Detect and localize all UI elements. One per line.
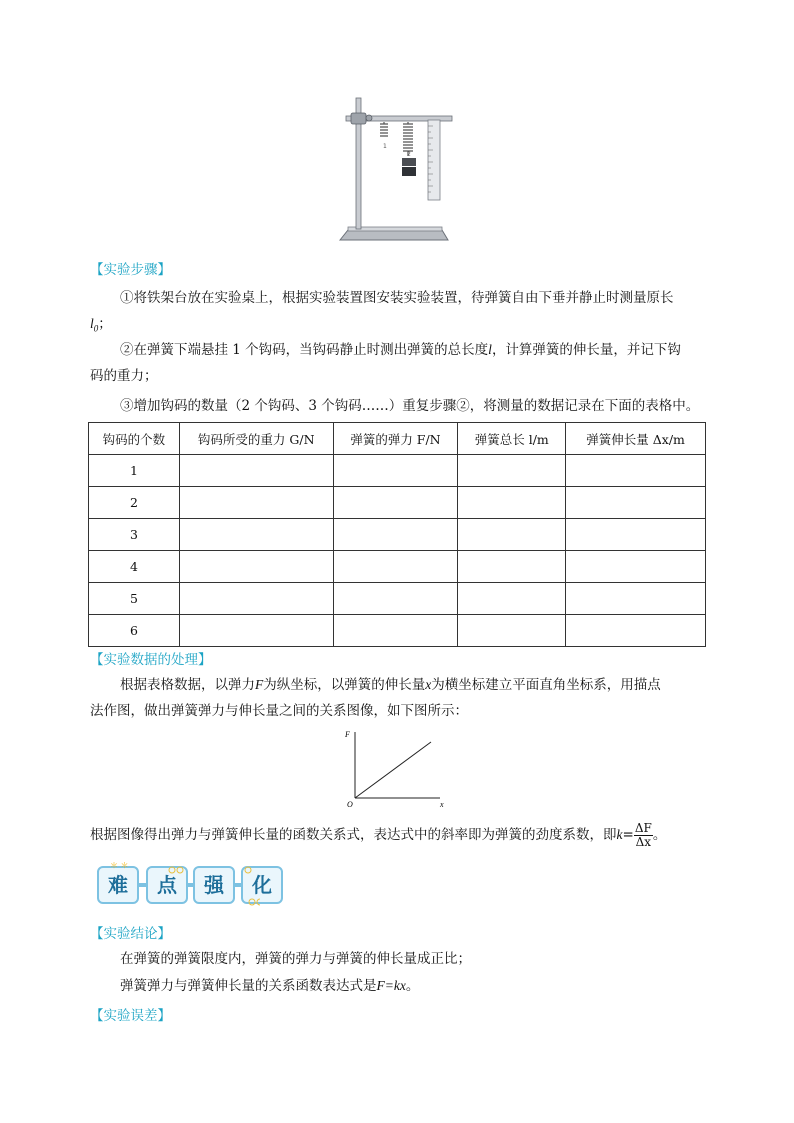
- table-row: [89, 583, 706, 615]
- step-2-line-2: 码的重力；: [90, 368, 158, 384]
- conclusion-2: [120, 976, 419, 996]
- steps-title: 【实验步骤】: [90, 262, 171, 278]
- error-title: 【实验误差】: [90, 1008, 171, 1024]
- hooke-law-expression: F=kx: [376, 978, 406, 993]
- x-axis-label: x: [440, 800, 444, 809]
- header-force: 弹簧的弹力 F/N: [333, 423, 458, 455]
- step-2-line-1: [120, 340, 681, 360]
- step-2-part-a: ②在弹簧下端悬挂 1 个钩码，当钩码静止时测出弹簧的总长度: [120, 342, 489, 358]
- table-cell[interactable]: [333, 519, 458, 551]
- slope-fraction: [634, 822, 653, 849]
- step-2-part-b: ，计算弹簧的伸长量，并记下钩: [491, 342, 681, 358]
- table-cell[interactable]: [566, 519, 706, 551]
- y-axis-label: F: [345, 730, 350, 739]
- data-para-1: [120, 675, 661, 695]
- table-cell[interactable]: [458, 583, 566, 615]
- badge-decoration: [110, 860, 260, 910]
- table-cell[interactable]: [179, 487, 333, 519]
- table-row: [89, 615, 706, 647]
- extension-var: x: [425, 677, 432, 692]
- header-count: 钩码的个数: [89, 423, 180, 455]
- table-cell[interactable]: [566, 455, 706, 487]
- proportional-line: [355, 742, 431, 798]
- table-cell[interactable]: [333, 551, 458, 583]
- table-cell[interactable]: [179, 455, 333, 487]
- row-index: 5: [89, 583, 180, 615]
- table-cell[interactable]: [566, 583, 706, 615]
- header-length: 弹簧总长 l/m: [458, 423, 566, 455]
- table-cell[interactable]: [333, 615, 458, 647]
- original-length-sub: 0: [93, 323, 99, 334]
- force-var: F: [255, 677, 264, 692]
- step-3: ③增加钩码的数量（2 个钩码、3 个钩码……）重复步骤②，将测量的数据记录在下面的表格中。: [120, 398, 700, 414]
- badge-char-2: 点: [146, 866, 188, 904]
- fraction-denominator: Δx: [635, 835, 652, 849]
- table-cell[interactable]: [179, 583, 333, 615]
- data-para-3-text: 根据图像得出弹力与弹簧伸长量的函数关系式，表达式中的斜率即为弹簧的劲度系数，即: [90, 827, 617, 843]
- origin-label: O: [347, 800, 353, 809]
- total-length-var: l: [488, 342, 492, 357]
- table-cell[interactable]: [333, 487, 458, 519]
- badge-char-1: 难: [97, 866, 139, 904]
- header-gravity: 钩码所受的重力 G/N: [179, 423, 333, 455]
- table-cell[interactable]: [179, 519, 333, 551]
- period: 。: [652, 827, 667, 843]
- table-cell[interactable]: [458, 487, 566, 519]
- badge-char-3: 强: [193, 866, 235, 904]
- table-cell[interactable]: [333, 455, 458, 487]
- table-row: [89, 551, 706, 583]
- data-para-1-b: 为纵坐标，以弹簧的伸长量: [263, 677, 426, 693]
- conclusion-2-text: 弹簧弹力与弹簧伸长量的关系函数表达式是: [120, 978, 377, 994]
- table-cell[interactable]: [458, 551, 566, 583]
- badge-char-4: 化: [241, 866, 283, 904]
- conclusion-2-end: 。: [405, 978, 420, 994]
- conclusion-title: 【实验结论】: [90, 926, 171, 942]
- small-spring-label: 1: [383, 143, 387, 150]
- table-cell[interactable]: [458, 615, 566, 647]
- row-index: 2: [89, 487, 180, 519]
- apparatus-figure: [336, 94, 456, 244]
- table-cell[interactable]: [566, 615, 706, 647]
- big-spring-label: 2: [407, 151, 411, 158]
- table-cell[interactable]: [458, 455, 566, 487]
- data-table: [88, 422, 706, 647]
- step-1-line-2: [90, 314, 112, 339]
- table-cell[interactable]: [566, 487, 706, 519]
- table-cell[interactable]: [333, 583, 458, 615]
- original-length-var: l: [90, 316, 94, 331]
- data-processing-title: 【实验数据的处理】: [90, 652, 212, 668]
- row-index: 4: [89, 551, 180, 583]
- conclusion-1: 在弹簧的弹簧限度内，弹簧的弹力与弹簧的伸长量成正比；: [120, 951, 471, 967]
- table-cell[interactable]: [179, 615, 333, 647]
- step-1-tail: ；: [98, 316, 112, 332]
- data-para-2: 法作图，做出弹簧弹力与伸长量之间的关系图像，如下图所示：: [90, 703, 468, 719]
- data-para-1-a: 根据表格数据，以弹力: [120, 677, 255, 693]
- stiffness-var: k: [616, 827, 623, 842]
- header-extension: 弹簧伸长量 Δx/m: [566, 423, 706, 455]
- table-cell[interactable]: [179, 551, 333, 583]
- equals-sign: =: [622, 827, 634, 843]
- row-index: 6: [89, 615, 180, 647]
- row-index: 1: [89, 455, 180, 487]
- svg-text:＊ ＊: ＊ ＊: [110, 861, 129, 870]
- table-cell[interactable]: [458, 519, 566, 551]
- table-row: [89, 519, 706, 551]
- force-extension-graph: [338, 726, 450, 810]
- fraction-numerator: ΔF: [634, 821, 652, 835]
- table-row: [89, 455, 706, 487]
- step-1-line-1: ①将铁架台放在实验桌上，根据实验装置图安装实验装置，待弹簧自由下垂并静止时测量原长: [120, 290, 674, 306]
- table-header-row: [89, 423, 706, 455]
- row-index: 3: [89, 519, 180, 551]
- table-row: [89, 487, 706, 519]
- data-para-1-c: 为横坐标建立平面直角坐标系，用描点: [431, 677, 661, 693]
- table-cell[interactable]: [566, 551, 706, 583]
- data-para-3: [90, 822, 666, 849]
